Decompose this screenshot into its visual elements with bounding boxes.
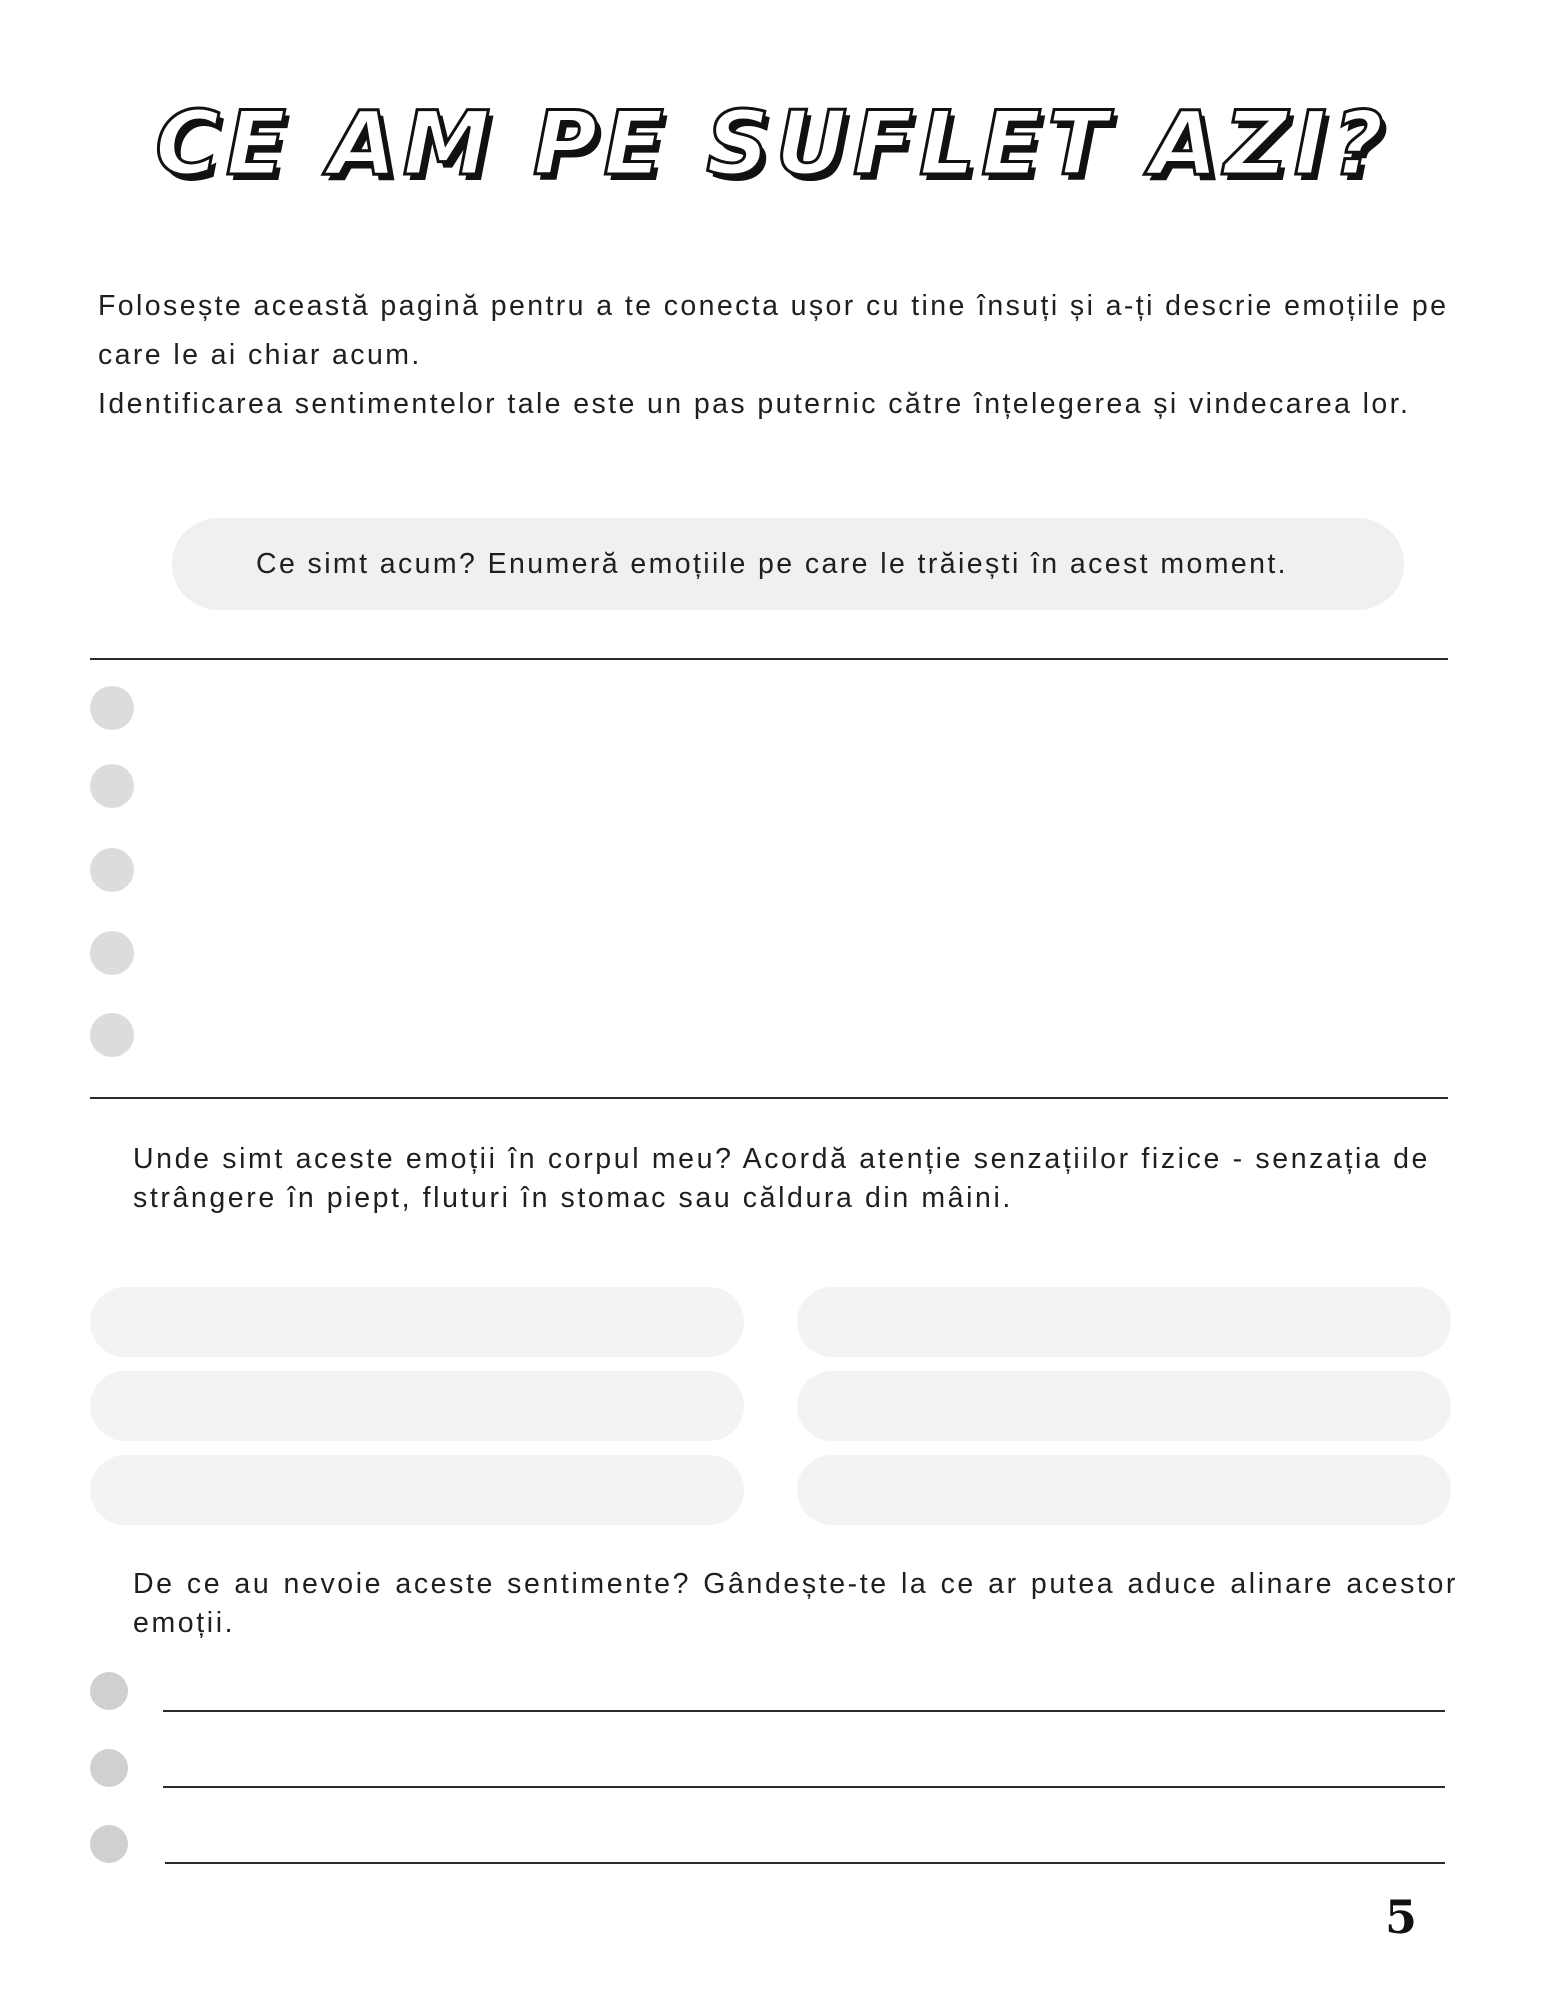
emotions-prompt: Ce simt acum? Enumeră emoțiile pe care le trăiești în acest moment. (172, 518, 1404, 610)
emotion-bullet-3[interactable] (90, 848, 134, 892)
sensation-box-3[interactable] (90, 1371, 744, 1441)
section-divider-bottom (90, 1097, 1448, 1099)
need-write-line-1[interactable] (163, 1710, 1445, 1712)
need-write-line-3[interactable] (165, 1862, 1445, 1864)
page-title: CE AM PE SUFLET AZI? (155, 92, 1390, 195)
sensation-box-5[interactable] (90, 1455, 744, 1525)
emotion-bullet-5[interactable] (90, 1013, 134, 1057)
page-number: 5 (1385, 1890, 1418, 1944)
sensation-box-2[interactable] (797, 1287, 1451, 1357)
need-bullet-2 (90, 1749, 128, 1787)
body-sensations-prompt: Unde simt aceste emoții în corpul meu? Acordă atenție senzațiilor fizice - senzația de strângere în piept, fluturi în stomac sau căldura din mâini. (133, 1143, 1430, 1214)
intro-paragraph-2: Identificarea sentimentelor tale este un pas puternic către înțelegerea și vindecarea lor. (98, 388, 1411, 420)
sensation-box-6[interactable] (797, 1455, 1451, 1525)
need-bullet-1 (90, 1672, 128, 1710)
sensation-box-1[interactable] (90, 1287, 744, 1357)
needs-prompt: De ce au nevoie aceste sentimente? Gândește-te la ce ar putea aduce alinare acestor emoții. (133, 1568, 1458, 1639)
intro-text (98, 282, 1468, 429)
emotion-bullet-2[interactable] (90, 764, 134, 808)
sensation-box-4[interactable] (797, 1371, 1451, 1441)
emotion-bullet-1[interactable] (90, 686, 134, 730)
emotion-bullet-4[interactable] (90, 931, 134, 975)
section-divider-top (90, 658, 1448, 660)
need-write-line-2[interactable] (163, 1786, 1445, 1788)
intro-paragraph-1: Folosește această pagină pentru a te conecta ușor cu tine însuți și a-ți descrie emoțiile pe care le ai chiar acum. (98, 290, 1449, 371)
need-bullet-3 (90, 1825, 128, 1863)
